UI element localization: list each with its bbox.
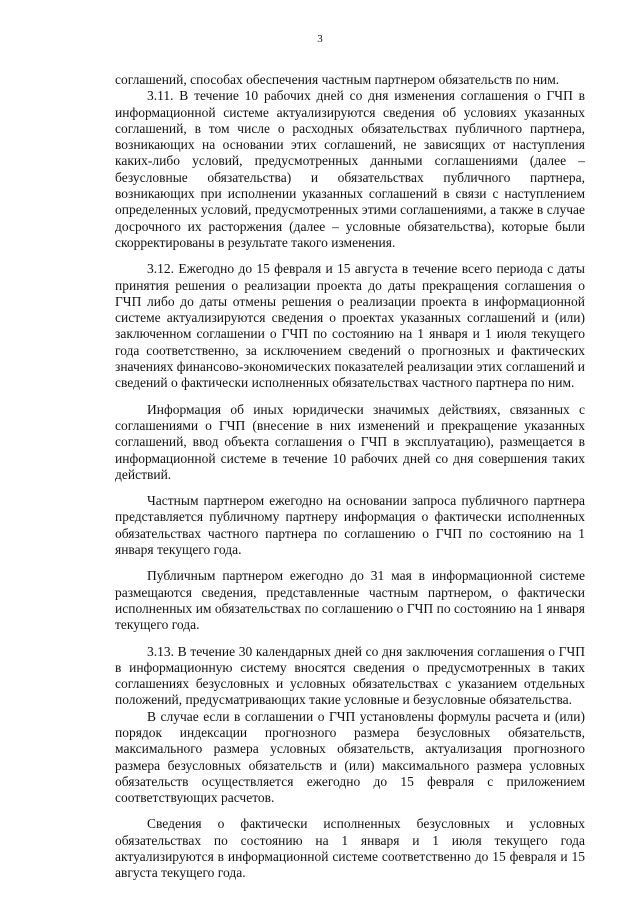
paragraph-public-partner-publication: Публичным партнером ежегодно до 31 мая в информационной системе размещаются сведения, представленные частным партнером, о фактически исполненных им обязательствах по соглашению о ГЧП по состоянию на 1 января текущего года.	[115, 568, 585, 633]
document-body	[115, 72, 585, 892]
paragraph-3-12: 3.12. Ежегодно до 15 февраля и 15 августа в течение всего периода с даты принятия решения о реализации проекта до даты прекращения соглашения о ГЧП либо до даты отмены решения о реализации проекта в информационной системе актуализируются сведения о проектах указанных соглашений и (или) заключенном соглашении о ГЧП по состоянию на 1 января и 1 июля текущего года соответственно, за исключением сведений о прогнозных и фактических значениях финансово-экономических показателей реализации этих соглашений и сведений о фактически исполненных обязательствах частного партнера по ним.	[115, 261, 585, 391]
paragraph-actual-obligations: Сведения о фактически исполненных безусловных и условных обязательствах по состоянию на 1 января и 1 июля текущего года актуализируются в информационной системе соответственно до 15 февраля и 15 августа текущего года.	[115, 816, 585, 881]
paragraph-3-13: 3.13. В течение 30 календарных дней со дня заключения соглашения о ГЧП в информационную систему вносятся сведения о предусмотренных в таких соглашениях безусловных и условных обязательствах с указанием отдельных положений, предусматривающих такие условные и безусловные обязательства.	[115, 643, 585, 708]
page-number: 3	[317, 33, 323, 45]
paragraph-legal-actions: Информация об иных юридически значимых действиях, связанных с соглашениями о ГЧП (внесение в них изменений и прекращение указанных соглашений, ввод объекта соглашения о ГЧП в эксплуатацию), размещается в информационной системе в течение 10 рабочих дней со дня совершения таких действий.	[115, 401, 585, 482]
paragraph-private-partner-info: Частным партнером ежегодно на основании запроса публичного партнера представляется публичному партнеру информация о фактически исполненных обязательствах частного партнера по соглашению о ГЧП по состоянию на 1 января текущего года.	[115, 493, 585, 558]
paragraph-3-11: 3.11. В течение 10 рабочих дней со дня изменения соглашения о ГЧП в информационной системе актуализируются сведения об условиях указанных соглашений, в том числе о расходных обязательствах публичного партнера, возникающих на основании этих соглашений, не зависящих от наступления каких-либо условий, предусмотренных данными соглашениями (далее – безусловные обязательства) и обязательствах публичного партнера, возникающих при исполнении указанных соглашений в связи с наступлением определенных условий, предусмотренных этими соглашениями, а также в случае досрочного их расторжения (далее – условные обязательства), которые были скорректированы в результате такого изменения.	[115, 88, 585, 250]
paragraph-formulas: В случае если в соглашении о ГЧП установлены формулы расчета и (или) порядок индексации прогнозного размера безусловных обязательств, максимального размера условных обязательств, актуализация прогнозного размера безусловных обязательств и (или) максимального размера условных обязательств осуществляется ежегодно до 15 февраля с приложением соответствующих расчетов.	[115, 708, 585, 806]
paragraph-continuation: соглашений, способах обеспечения частным партнером обязательств по ним.	[115, 72, 560, 87]
